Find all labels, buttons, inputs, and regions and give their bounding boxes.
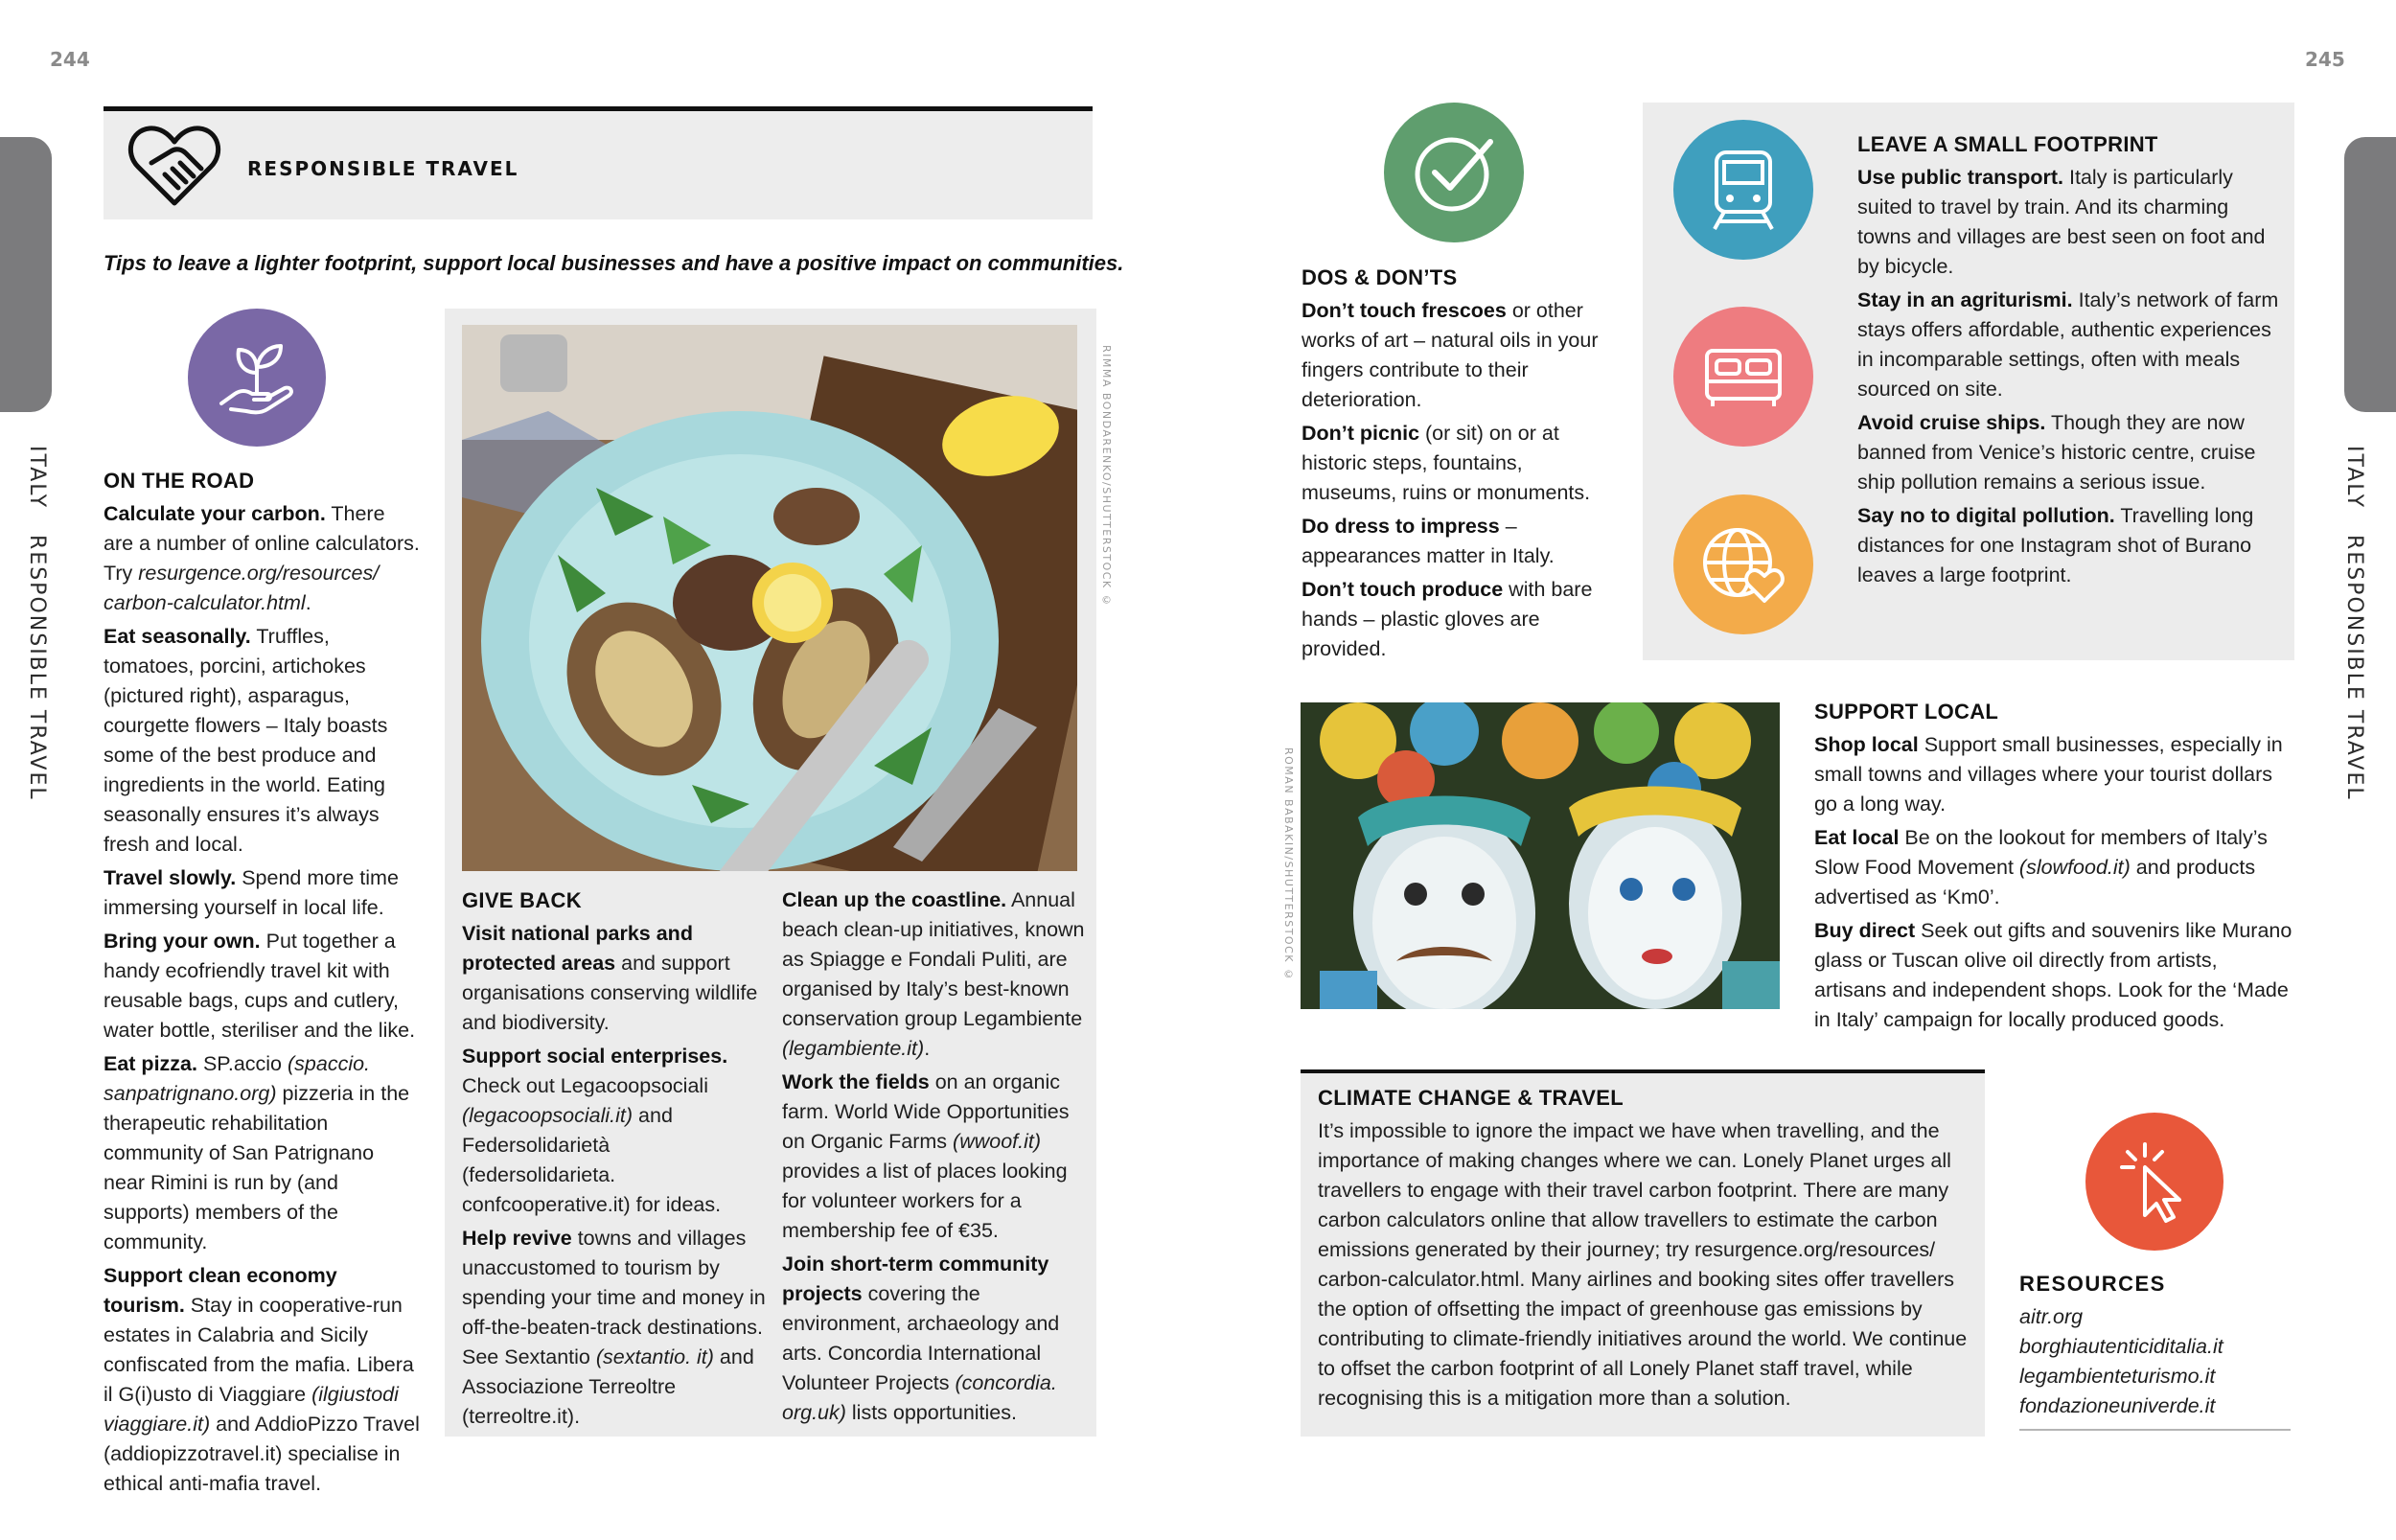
globe-heart-icon — [1697, 518, 1789, 610]
give-back-item: Join short-term community projects covering the environment, archaeology and arts. Concordia International Volunteer Projects (concordia. org.uk) lists opportunities. — [782, 1253, 1060, 1424]
bed-icon — [1699, 343, 1787, 410]
resources-section — [2019, 1269, 2291, 1431]
page-number-left: 244 — [50, 48, 90, 71]
climate-heading: CLIMATE CHANGE & TRAVEL — [1318, 1086, 1624, 1110]
photo-credit-ceramics: ROMAN BABAKIN/SHUTTERSTOCK © — [1282, 747, 1295, 982]
climate-text: It’s impossible to ignore the impact we have when travelling, and the importance of making changes where we can. Lonely Planet urges all travellers to engage with their travel carbon footprint. There are many carbon calculators online that allow travellers to estimate the carbon emissions generated by their journey; try resurgence.org/resources/ carbon-calculator.html. Many airlines and booking sites offer travellers the option of offsetting the impact of greenhouse gas emissions by contributing to climate-friendly initiatives around the world. We continue to offset the carbon footprint of all Lonely Planet staff travel, while recognising this is a mitigation more than a solution. — [1318, 1119, 1968, 1410]
support-local-item: Buy direct Seek out gifts and souvenirs like Murano glass or Tuscan olive oil directly from artists, artisans and independent shops. Look for the ‘Made in Italy’ campaign for locally produced goods. — [1814, 919, 2292, 1031]
climate-section — [1318, 1083, 1970, 1417]
resource-link[interactable]: legambienteturismo.it — [2019, 1365, 2216, 1388]
chapter-tab-right[interactable] — [2344, 137, 2396, 412]
resource-link[interactable]: aitr.org — [2019, 1305, 2084, 1328]
on-the-road-item: Bring your own. Put together a handy ecofriendly travel kit with reusable bags, cups and cutlery, water bottle, steriliser and the like. — [104, 930, 416, 1042]
dos-donts-item: Don’t touch frescoes or other works of art – natural oils in your fingers contribute to their deterioration. — [1302, 299, 1599, 411]
small-footprint-item: Stay in an agriturismi. Italy’s network of farm stays offers affordable, authentic experiences in incomparable settings, often with meals sourced on site. — [1857, 288, 2279, 401]
green-badge — [1384, 103, 1524, 242]
ceramic-heads-photo — [1301, 702, 1780, 1009]
cursor-click-icon — [2116, 1138, 2193, 1225]
on-the-road-item: Calculate your carbon. There are a number of online calculators. Try resurgence.org/resources/ carbon-calculator.html. — [104, 502, 420, 614]
give-back-section — [462, 885, 769, 1436]
dos-donts-item: Do dress to impress – appearances matter in Italy. — [1302, 515, 1555, 567]
give-back-item: Support social enterprises. Check out Legacoopsociali (legacoopsociali.it) and Federsolidarietà (federsolidarieta. confcooperative.it) for ideas. — [462, 1045, 728, 1216]
chapter-tab-left[interactable] — [0, 137, 52, 412]
photo-credit-food: RIMMA BONDARENKO/SHUTTERSTOCK © — [1100, 345, 1113, 609]
artichoke-dish-photo — [462, 325, 1077, 871]
give-back-item: Visit national parks and protected areas and support organisations conserving wildlife and biodiversity. — [462, 922, 758, 1034]
purple-badge — [188, 309, 326, 447]
dos-donts-item: Don’t touch produce with bare hands – plastic gloves are provided. — [1302, 578, 1593, 660]
give-back-item: Help revive towns and villages unaccustomed to tourism by spending your time and money in off-the-beaten-track destinations. See Sextantio (sextantio. it) and Associazione Terreoltre (terreoltre.it). — [462, 1227, 766, 1428]
banner-title: RESPONSIBLE TRAVEL — [247, 157, 519, 180]
page-number-right: 245 — [2305, 48, 2345, 71]
small-footprint-item: Use public transport. Italy is particularly suited to travel by train. And its charming towns and villages are best seen on foot and by bicycle. — [1857, 166, 2266, 278]
section-banner — [104, 106, 1093, 219]
small-footprint-section — [1857, 129, 2279, 594]
give-back-item: Work the fields on an organic farm. World Wide Opportunities on Organic Farms (wwoof.it) provides a list of places looking for volunteer workers for a membership fee of €35. — [782, 1070, 1070, 1242]
checkmark-icon — [1408, 126, 1500, 218]
support-local-item: Shop local Support small businesses, especially in small towns and villages where your tourist dollars go a long way. — [1814, 733, 2283, 816]
dos-donts-item: Don’t picnic (or sit) on or at historic steps, fountains, museums, ruins or monuments. — [1302, 422, 1591, 504]
orange-badge — [1673, 494, 1813, 634]
small-footprint-heading: LEAVE A SMALL FOOTPRINT — [1857, 132, 2158, 156]
seedling-hand-icon — [214, 334, 300, 421]
handshake-heart-icon — [127, 121, 222, 209]
give-back-column-2 — [782, 885, 1085, 1432]
support-local-heading: SUPPORT LOCAL — [1814, 700, 1999, 724]
support-local-section — [1814, 697, 2293, 1039]
small-footprint-item: Avoid cruise ships. Though they are now banned from Venice’s historic centre, cruise ship pollution remains a serious issue. — [1857, 411, 2256, 494]
on-the-road-item: Support clean economy tourism. Stay in cooperative-run estates in Calabria and Sicily confiscated from the mafia. Libera il G(i)usto di Viaggiare (ilgiustodi viaggiare.it) and AddioPizzo Travel (addiopizzotravel.it) specialise in ethical anti-mafia travel. — [104, 1264, 420, 1495]
on-the-road-heading: ON THE ROAD — [104, 469, 255, 493]
intro-text: Tips to leave a lighter footprint, support local businesses and have a positive impact on communities. — [104, 251, 1124, 275]
blue-badge — [1673, 120, 1813, 260]
resources-heading: RESOURCES — [2019, 1272, 2166, 1296]
on-the-road-item: Eat seasonally. Truffles, tomatoes, porcini, artichokes (pictured right), asparagus, courgette flowers – Italy boasts some of the best produce and ingredients in the world. Eating seasonally ensures it’s always fresh and local. — [104, 625, 388, 856]
on-the-road-item: Eat pizza. SP.accio (spaccio. sanpatrignano.org) pizzeria in the therapeutic rehabilitation community of San Patrignano near Rimini is run by (and supports) members of the community. — [104, 1052, 410, 1253]
resource-link[interactable]: fondazioneuniverde.it — [2019, 1394, 2216, 1417]
give-back-heading: GIVE BACK — [462, 888, 582, 912]
dos-donts-section — [1302, 263, 1608, 668]
red-badge — [2085, 1113, 2223, 1251]
small-footprint-item: Say no to digital pollution. Travelling long distances for one Instagram shot of Burano leaves a large footprint. — [1857, 504, 2254, 586]
on-the-road-item: Travel slowly. Spend more time immersing yourself in local life. — [104, 866, 399, 919]
side-label-right: ITALY RESPONSIBLE TRAVEL — [2342, 446, 2366, 801]
dos-donts-heading: DOS & DON’TS — [1302, 265, 1458, 289]
resource-link[interactable]: borghiautenticiditalia.it — [2019, 1335, 2223, 1358]
side-label-left: ITALY RESPONSIBLE TRAVEL — [25, 446, 49, 801]
pink-badge — [1673, 307, 1813, 447]
support-local-item: Eat local Be on the lookout for members of Italy’s Slow Food Movement (slowfood.it) and products advertised as ‘Km0’. — [1814, 826, 2268, 908]
give-back-item: Clean up the coastline. Annual beach clean-up initiatives, known as Spiagge e Fondali Puliti, are organised by Italy’s best-known conservation group Legambiente (legambiente.it). — [782, 888, 1085, 1060]
train-icon — [1703, 147, 1784, 233]
on-the-road-section — [104, 466, 420, 1503]
